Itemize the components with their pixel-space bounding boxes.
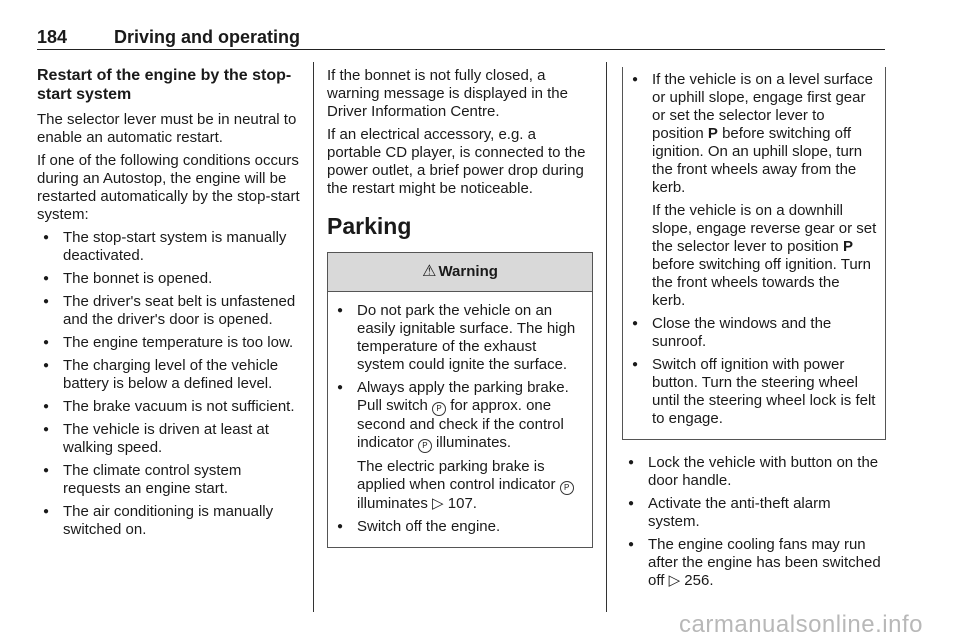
page-number: 184 [37, 27, 68, 47]
list-item: ● Do not park the vehicle on an easily ignitable surface. The high temperature of the exhaust system could ignite the surface. [331, 302, 584, 374]
list-item: ● The brake vacuum is not sufficient. [37, 398, 303, 416]
list-item: ● The air conditioning is manually switched on. [37, 503, 303, 539]
list-item: ● The vehicle is driven at least at walking speed. [37, 421, 303, 457]
list-item: ● Always apply the parking brake. Pull switch P for approx. one second and check if the control indicator P illuminates. The electric parking brake is applied when control indicator P illuminates ▷ 107. [331, 379, 584, 513]
list-item: ● Lock the vehicle with button on the door handle. [622, 454, 886, 490]
column-3 [622, 67, 886, 595]
list-item: ● The stop-start system is manually deactivated. [37, 229, 303, 265]
parking-brake-icon: P [418, 439, 432, 453]
sub-paragraph: If the vehicle is on a downhill slope, engage reverse gear or set the selector lever to position P before switching off ignition. Turn the front wheels towards the kerb. [652, 202, 877, 309]
parking-brake-icon: P [560, 481, 574, 495]
parking-heading: Parking [327, 213, 412, 239]
warning-triangle-icon: ⚠ [422, 263, 437, 280]
page-reference-icon: ▷ [432, 495, 444, 512]
warning-body [328, 292, 592, 547]
warning-header [328, 253, 592, 292]
list-item: ● The charging level of the vehicle battery is below a defined level. [37, 357, 303, 393]
paragraph: If one of the following conditions occurs during an Autostop, the engine will be restarted automatically by the stop-start system: [37, 152, 300, 223]
sub-paragraph: The electric parking brake is applied when control indicator P illuminates ▷ 107. [357, 458, 584, 513]
warning-label: Warning [438, 263, 498, 280]
paragraph: If the bonnet is not fully closed, a warning message is displayed in the Driver Information Centre. [327, 67, 568, 120]
list-item: ● If the vehicle is on a level surface or uphill slope, engage first gear or set the selector lever to position P before switching off ignition. On an uphill slope, turn the front wheels away from the kerb. If the vehicle is on a downhill slope, engage reverse gear or set the selector lever to position P before switching off ignition. Turn the front wheels towards the kerb. [626, 71, 877, 310]
section-title: Driving and operating [114, 27, 301, 47]
paragraph: The selector lever must be in neutral to enable an automatic restart. [37, 111, 297, 146]
warning-box-continued [622, 67, 886, 440]
page-reference-icon: ▷ [668, 572, 681, 589]
list-item: ● Switch off ignition with power button. Turn the steering wheel until the steering wheel lock is felt to engage. [626, 356, 877, 428]
list-item: ● The climate control system requests an engine start. [37, 462, 303, 498]
list-item: ● The bonnet is opened. [37, 270, 303, 288]
column-2 [327, 67, 593, 548]
column-1 [37, 66, 303, 544]
column-divider-1 [313, 62, 314, 612]
page-reference[interactable]: 107. [447, 495, 477, 512]
column-divider-2 [606, 62, 607, 612]
page-header [37, 26, 885, 50]
warning-box [327, 252, 593, 548]
page-reference[interactable]: 256. [684, 572, 714, 589]
parking-steps-list [622, 454, 886, 590]
list-item: ● The engine cooling fans may run after the engine has been switched off ▷ 256. [622, 536, 886, 590]
parking-brake-icon: P [432, 402, 446, 416]
restart-conditions-list [37, 229, 303, 539]
restart-heading: Restart of the engine by the stop-start system [37, 67, 292, 103]
list-item: ● Activate the anti-theft alarm system. [622, 495, 886, 531]
watermark-brand: carmanualsonline.info [679, 611, 923, 638]
paragraph: If an electrical accessory, e.g. a portable CD player, is connected to the power outlet, a brief power drop during the restart might be noticeable. [327, 126, 586, 197]
list-item: ● The engine temperature is too low. [37, 334, 303, 352]
list-item: ● Switch off the engine. [331, 518, 584, 536]
warning-body [623, 67, 885, 439]
list-item: ● The driver's seat belt is unfastened and the driver's door is opened. [37, 293, 303, 329]
list-item: ● Close the windows and the sunroof. [626, 315, 877, 351]
